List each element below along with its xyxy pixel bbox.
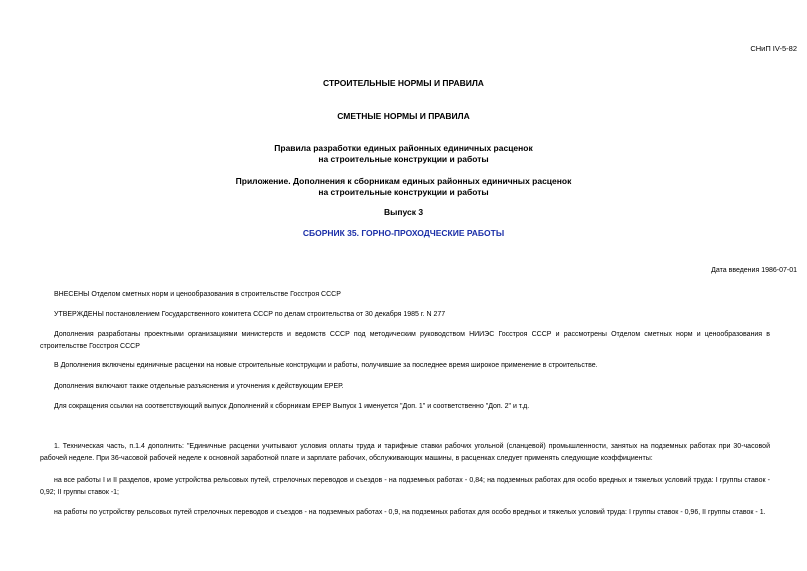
rules-title-line-1: Правила разработки единых районных единичных расценок	[274, 143, 533, 153]
introduction-date: Дата введения 1986-07-01	[711, 267, 797, 274]
paragraph-coefficients-sections: на все работы I и II разделов, кроме устройства рельсовых путей, стрелочных переводов и съездов - на подземных работах - 0,84; на подземных работах для особо вредных и тяжелых условий труда: I группы ставок - 0,92; II группы ставок -1;	[40, 477, 770, 496]
sub-title: СМЕТНЫЕ НОРМЫ И ПРАВИЛА	[337, 111, 470, 121]
paragraph-included-rates: В Дополнения включены единичные расценки на новые строительные конструкции и работы, получившие за последнее время широкое применение в строительстве.	[54, 362, 598, 369]
paragraph-abbreviations: Для сокращения ссылки на соответствующий выпуск Дополнений к сборникам ЕРЕР Выпуск 1 именуется "Доп. 1" и соответственно "Доп. 2" и т.д.	[54, 403, 530, 410]
issue-title: Выпуск 3	[383, 207, 424, 217]
paragraph-clarifications: Дополнения включают также отдельные разъяснения и уточнения к действующим ЕРЕР.	[54, 383, 344, 390]
paragraph-introduced-by: ВНЕСЕНЫ Отделом сметных норм и ценообразования в строительстве Госстроя СССР	[54, 291, 341, 298]
paragraph-coefficients-rail-tracks: на работы по устройству рельсовых путей стрелочных переводов и съездов - на подземных работах - 0,9, на подземных работах для особо вредных и тяжелых условий труда: I группы ставок - 0,96, II группы ставок - 1.	[54, 509, 766, 516]
collection-title: СБОРНИК 35. ГОРНО-ПРОХОДЧЕСКИЕ РАБОТЫ	[302, 228, 505, 238]
appendix-title-line-1: Приложение. Дополнения к сборникам единых районных единичных расценок	[235, 176, 572, 186]
paragraph-approved-by: УТВЕРЖДЕНЫ постановлением Государственного комитета СССР по делам строительства от 30 декабря 1985 г. N 277	[54, 311, 446, 318]
main-title: СТРОИТЕЛЬНЫЕ НОРМЫ И ПРАВИЛА	[323, 78, 484, 88]
rules-title	[0, 143, 807, 165]
paragraph-technical-part: 1. Техническая часть, п.1.4 дополнить: "Единичные расценки учитывают условия оплаты труда и тарифные ставки рабочих угольной (сланцевой) промышленности, занятых на подземных работах при 30-часовой рабочей неделе. При 36-часовой рабочей неделе к основной заработной плате и зарплате рабочих, обслуживающих машины, в расценках следует применять следующие коэффициенты:	[40, 443, 770, 462]
paragraph-developed-by: Дополнения разработаны проектными организациями министерств и ведомств СССР под методическим руководством НИИЭС Госстроя СССР и рассмотрены Отделом сметных норм и ценообразования в строительстве Госстроя СССР	[40, 331, 770, 350]
appendix-title-line-2: на строительные конструкции и работы	[318, 187, 489, 197]
document-code: СНиП IV-5-82	[750, 44, 797, 53]
appendix-title	[0, 176, 807, 198]
rules-title-line-2: на строительные конструкции и работы	[318, 154, 489, 164]
